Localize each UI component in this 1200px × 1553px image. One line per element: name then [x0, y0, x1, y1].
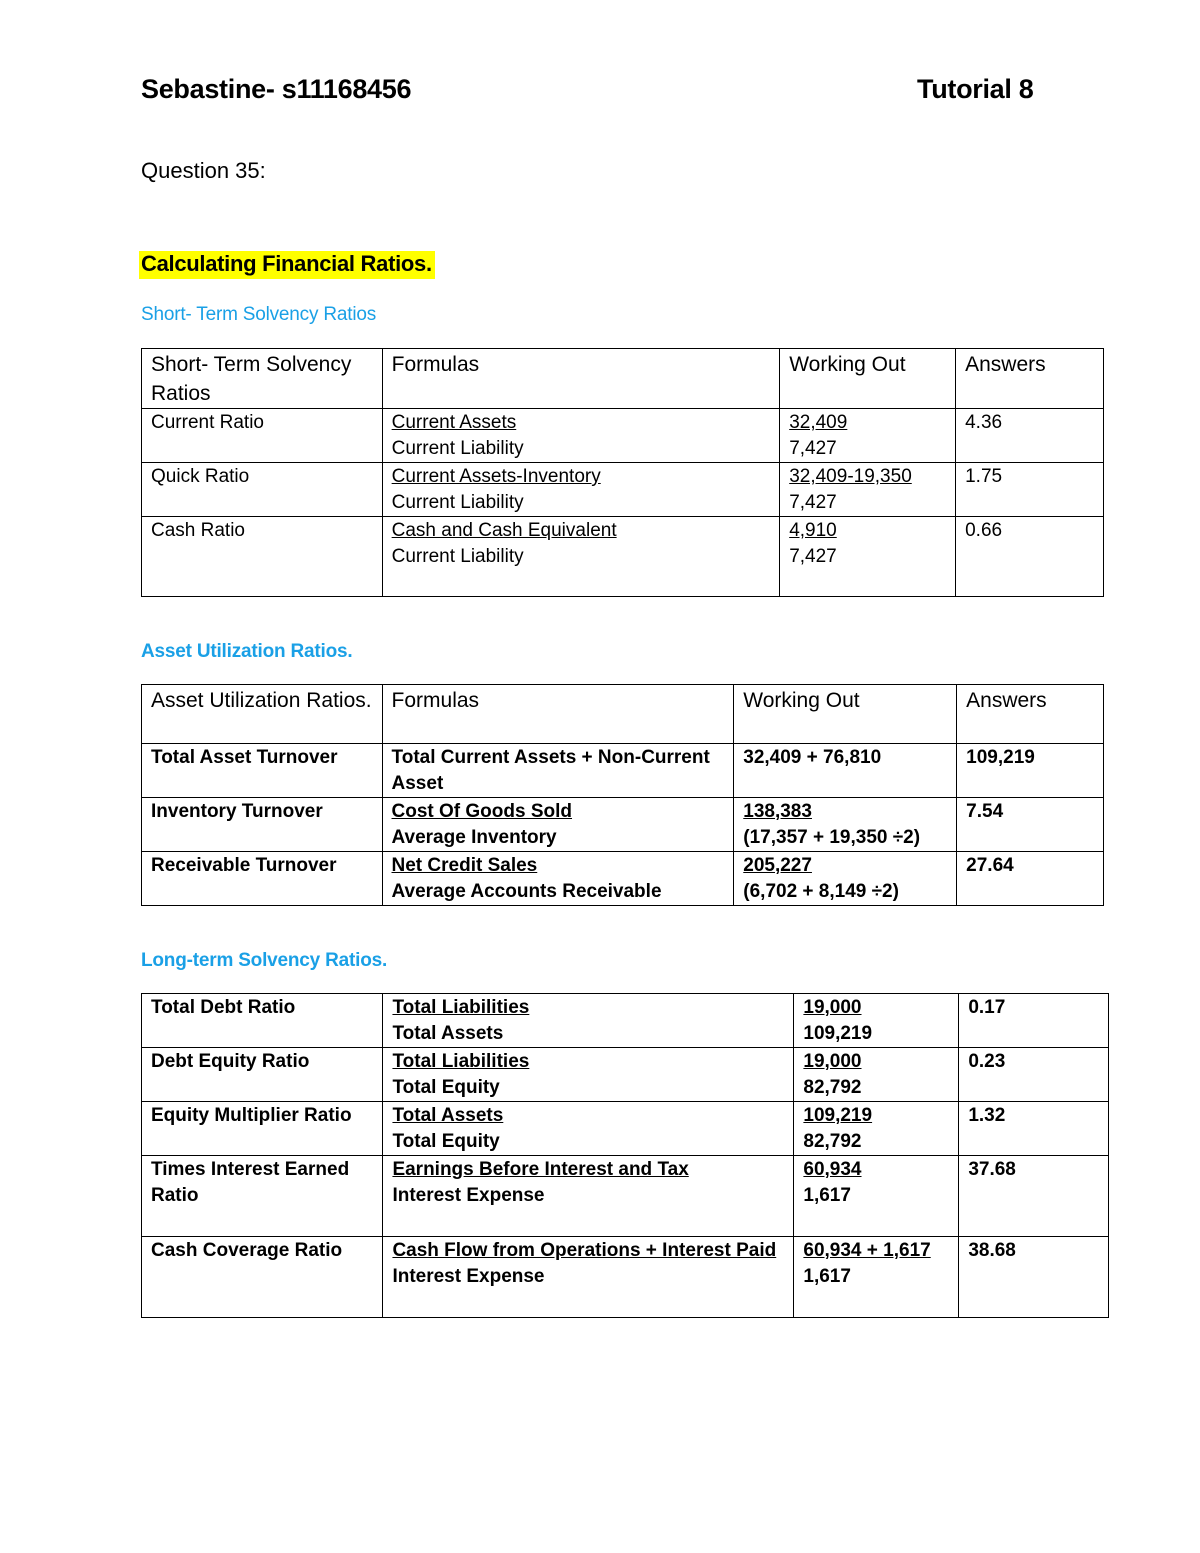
formula-cell: Total Current Assets + Non-Current Asset: [382, 744, 734, 798]
formula-cell: [383, 994, 794, 1048]
working-cell: [794, 994, 959, 1048]
working-cell: [780, 517, 956, 597]
working-numerator: 19,000: [803, 997, 862, 1018]
working-denominator: 82,792: [803, 1077, 862, 1098]
ratio-name: Equity Multiplier Ratio: [142, 1102, 383, 1156]
formula-denominator: Total Equity: [392, 1131, 500, 1152]
column-header: Answers: [956, 349, 1104, 409]
formula-denominator: Total Assets: [392, 1023, 504, 1044]
author-id: Sebastine- s11168456: [141, 74, 412, 104]
table-row: [142, 517, 1104, 597]
working-denominator: 109,219: [803, 1023, 873, 1044]
asset-utilization-table: [141, 684, 1104, 906]
formula-cell: [383, 1156, 794, 1237]
ratio-name: Current Ratio: [142, 409, 383, 463]
ratio-name: Total Asset Turnover: [142, 744, 383, 798]
ratio-name: Cash Coverage Ratio: [142, 1237, 383, 1318]
formula-numerator: Net Credit Sales: [391, 855, 538, 876]
working-denominator: 82,792: [803, 1131, 862, 1152]
ratio-name: Total Debt Ratio: [142, 994, 383, 1048]
working-denominator: 1,617: [803, 1185, 851, 1206]
formula-cell: [383, 1237, 794, 1318]
column-header: Asset Utilization Ratios.: [142, 685, 383, 744]
working-denominator: 7,427: [789, 438, 837, 459]
tutorial-label: Tutorial 8: [917, 74, 1034, 104]
ratio-name: Receivable Turnover: [142, 852, 383, 906]
answer-cell: 38.68: [959, 1237, 1109, 1318]
working-denominator: (6,702 + 8,149 ÷2): [743, 881, 899, 902]
table-row: [142, 1237, 1109, 1318]
ratio-name: Inventory Turnover: [142, 798, 383, 852]
formula-cell: [383, 1102, 794, 1156]
formula-numerator: Total Liabilities: [392, 1051, 530, 1072]
formula-cell: [382, 852, 734, 906]
answer-cell: 0.17: [959, 994, 1109, 1048]
table-row: [142, 1156, 1109, 1237]
formula-numerator: Current Assets: [391, 412, 517, 433]
table-row: [142, 463, 1104, 517]
formula-denominator: Total Equity: [392, 1077, 500, 1098]
formula-numerator: Earnings Before Interest and Tax: [392, 1159, 689, 1180]
working-cell: [794, 1156, 959, 1237]
main-heading: Calculating Financial Ratios.: [139, 251, 435, 279]
working-numerator: 60,934: [803, 1159, 862, 1180]
working-denominator: 1,617: [803, 1266, 851, 1287]
column-header: Formulas: [382, 685, 734, 744]
answer-cell: 27.64: [957, 852, 1104, 906]
answer-cell: 0.66: [956, 517, 1104, 597]
short-term-table: [141, 348, 1104, 597]
question-label: Question 35:: [141, 158, 266, 183]
formula-denominator: Current Liability: [391, 438, 524, 459]
table-row: [142, 409, 1104, 463]
table-row: [142, 744, 1104, 798]
table-row: [142, 1102, 1109, 1156]
formula-cell: [382, 517, 780, 597]
answer-cell: 37.68: [959, 1156, 1109, 1237]
working-numerator: 32,409: [789, 412, 848, 433]
formula-denominator: Current Liability: [391, 546, 524, 567]
working-cell: 32,409 + 76,810: [734, 744, 957, 798]
working-denominator: 7,427: [789, 492, 837, 513]
answer-cell: 0.23: [959, 1048, 1109, 1102]
working-numerator: 138,383: [743, 801, 812, 822]
column-header: Formulas: [382, 349, 780, 409]
column-header: Working Out: [734, 685, 957, 744]
working-cell: [794, 1237, 959, 1318]
answer-cell: 7.54: [957, 798, 1104, 852]
formula-numerator: Total Assets: [392, 1105, 504, 1126]
formula-denominator: Interest Expense: [392, 1185, 545, 1206]
working-numerator: 19,000: [803, 1051, 862, 1072]
table-header-row: [142, 349, 1104, 409]
working-numerator: 109,219: [803, 1105, 873, 1126]
working-cell: [794, 1048, 959, 1102]
working-numerator: 60,934 + 1,617: [803, 1240, 931, 1261]
short-term-section-title: Short- Term Solvency Ratios: [141, 304, 377, 325]
long-term-table: [141, 993, 1109, 1318]
working-numerator: 205,227: [743, 855, 812, 876]
table-row: [142, 798, 1104, 852]
table-row: [142, 994, 1109, 1048]
formula-numerator: Current Assets-Inventory: [391, 466, 601, 487]
formula-denominator: Interest Expense: [392, 1266, 545, 1287]
table-row: [142, 1048, 1109, 1102]
formula-denominator: Average Accounts Receivable: [391, 881, 662, 902]
long-term-section-title: Long-term Solvency Ratios.: [141, 950, 388, 971]
column-header: Answers: [957, 685, 1104, 744]
working-numerator: 32,409-19,350: [789, 466, 912, 487]
ratio-name: Debt Equity Ratio: [142, 1048, 383, 1102]
formula-denominator: Current Liability: [391, 492, 524, 513]
table-header-row: [142, 685, 1104, 744]
formula-cell: [383, 1048, 794, 1102]
table-row: [142, 852, 1104, 906]
working-cell: [734, 852, 957, 906]
working-denominator: 7,427: [789, 546, 837, 567]
formula-cell: [382, 409, 780, 463]
ratio-name: Quick Ratio: [142, 463, 383, 517]
formula-numerator: Cash and Cash Equivalent: [391, 520, 617, 541]
working-denominator: (17,357 + 19,350 ÷2): [743, 827, 921, 848]
formula-cell: [382, 463, 780, 517]
working-cell: [780, 409, 956, 463]
working-cell: [780, 463, 956, 517]
answer-cell: 1.75: [956, 463, 1104, 517]
working-cell: [794, 1102, 959, 1156]
ratio-name: Times Interest Earned Ratio: [142, 1156, 383, 1237]
column-header: Working Out: [780, 349, 956, 409]
answer-cell: 109,219: [957, 744, 1104, 798]
formula-cell: [382, 798, 734, 852]
column-header: Short- Term Solvency Ratios: [142, 349, 383, 409]
formula-numerator: Cost Of Goods Sold: [391, 801, 573, 822]
answer-cell: 1.32: [959, 1102, 1109, 1156]
working-numerator: 4,910: [789, 520, 837, 541]
formula-numerator: Total Liabilities: [392, 997, 530, 1018]
formula-denominator: Average Inventory: [391, 827, 557, 848]
asset-utilization-section-title: Asset Utilization Ratios.: [141, 641, 353, 662]
formula-numerator: Cash Flow from Operations + Interest Paid: [392, 1240, 777, 1261]
answer-cell: 4.36: [956, 409, 1104, 463]
ratio-name: Cash Ratio: [142, 517, 383, 597]
working-cell: [734, 798, 957, 852]
